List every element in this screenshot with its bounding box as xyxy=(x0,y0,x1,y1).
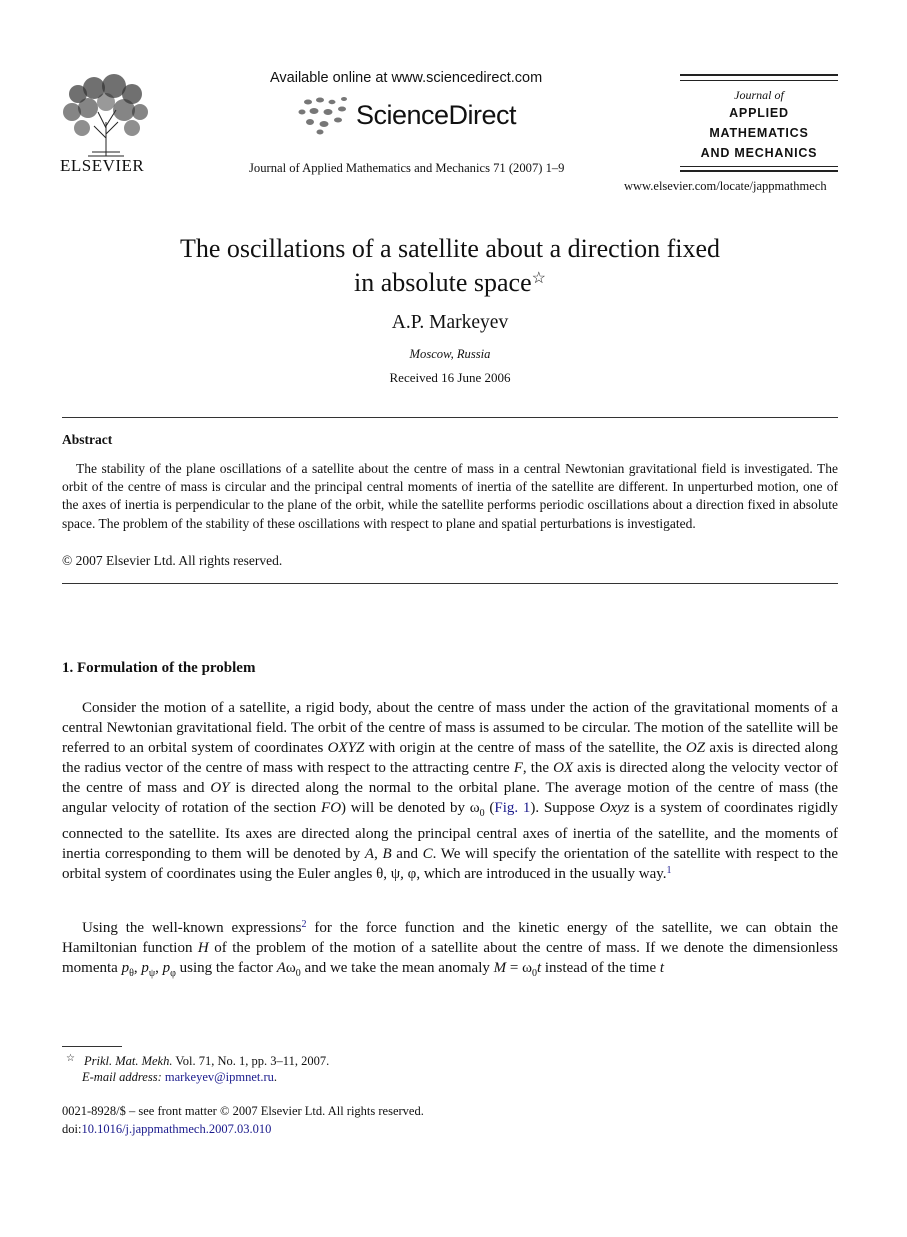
journal-box-rule xyxy=(680,166,838,167)
abstract-copyright: © 2007 Elsevier Ltd. All rights reserved. xyxy=(62,553,283,568)
footnote-rule xyxy=(62,1046,122,1047)
title-line-2: in absolute space xyxy=(354,268,532,297)
journal-box-of: Journal of xyxy=(734,88,784,102)
issn-line: 0021-8928/$ – see front matter © 2007 Elsevier Ltd. All rights reserved. xyxy=(62,1104,424,1118)
abstract-heading: Abstract xyxy=(62,432,113,447)
journal-citation: Journal of Applied Mathematics and Mechanics 71 (2007) 1–9 xyxy=(249,161,565,175)
email-link[interactable]: markeyev@ipmnet.ru xyxy=(164,1070,274,1084)
figure-1-link[interactable]: Fig. 1 xyxy=(494,800,531,816)
publisher-name: ELSEVIER xyxy=(60,156,145,175)
doi-link[interactable]: 10.1016/j.jappmathmech.2007.03.010 xyxy=(81,1122,272,1136)
journal-box-rule xyxy=(680,170,838,172)
journal-box-line-mechanics: AND MECHANICS xyxy=(700,146,818,160)
title-line-1: The oscillations of a satellite about a direction fixed xyxy=(179,234,721,263)
article-title xyxy=(100,232,800,300)
reference-1-link[interactable]: 1 xyxy=(666,865,672,876)
author-affiliation: Moscow, Russia xyxy=(409,347,491,361)
abstract-top-rule xyxy=(62,417,838,418)
received-date: Received 16 June 2006 xyxy=(389,370,511,385)
journal-url-link[interactable]: www.elsevier.com/locate/jappmathmech xyxy=(624,179,827,193)
paragraph-1: Consider the motion of a satellite, a rigid body, about the centre of mass under the action of the gravitational moments of a central Newtonian gravitational field. The orbit of the centre of mass is assumed to be circular. The motion of the satellite will be referred to an orbital system of coordinates OXYZ with origin at the centre of mass of the satellite, the OZ axis is directed along the radius vector of the centre of mass with respect to the attracting centre F, the OX axis is directed along the velocity vector of the centre of mass and OY is directed along the normal to the orbital plane. The average motion of the centre of mass (the angular velocity of rotation of the section FO) will be denoted by $\omega_0$ (Fig. 1). Suppose Oxyz is a system of coordinates rigidly connected to the satellite. Its axes are directed along the principal central axes of inertia of the satellite, and the moments of inertia corresponding to them will be denoted by A, B and C. We will specify the orientation of the satellite with respect to the orbital system of coordinates using the Euler angles θ, ψ, φ, which are introduced in the usually way.$^1$ xyxy=(62,700,838,882)
footnote-source: ☆ Prikl. Mat. Mekh. Vol. 71, No. 1, pp. 3–11, 2007. xyxy=(66,1053,330,1068)
doi-line: doi:10.1016/j.jappmathmech.2007.03.010 xyxy=(62,1122,272,1136)
journal-box-line-applied: APPLIED xyxy=(729,106,789,120)
title-footnote-star-icon[interactable]: ☆ xyxy=(531,270,546,287)
journal-box-line-mathematics: MATHEMATICS xyxy=(709,126,809,140)
available-online-text[interactable]: Available online at www.sciencedirect.com xyxy=(270,70,543,86)
footnote-star-icon: ☆ xyxy=(66,1053,75,1064)
journal-box-rule xyxy=(680,74,838,76)
abstract-bottom-rule xyxy=(62,583,838,584)
footnote-email: E-mail address: markeyev@ipmnet.ru. xyxy=(82,1070,278,1084)
author-name: A.P. Markeyev xyxy=(391,312,509,333)
abstract-text: The stability of the plane oscillations of a satellite about the centre of mass in a central Newtonian gravitational field is investigated. The orbit of the centre of mass is circular and the principal central moments of inertia of the satellite are different. In unperturbed motion, one of the axes of inertia is perpendicular to the plane of the orbit, while the satellite performs periodic oscillations about a direction fixed in absolute space. The problem of the stability of these oscillations with respect to plane and spatial perturbations is investigated. xyxy=(62,461,838,531)
paragraph-2: Using the well-known expressions$^2$ for the force function and the kinetic energy of the satellite, we can obtain the Hamiltonian function H of the problem of the motion of a satellite about the centre of mass. If we denote the dimensionless momenta $p_\theta$, $p_\psi$, $p_\varphi$ using the factor $A\omega_0$ and we take the mean anomaly $M = \omega_0t$ instead of the time t xyxy=(62,919,839,979)
section-heading: 1. Formulation of the problem xyxy=(62,660,256,676)
sciencedirect-wordmark[interactable]: ScienceDirect xyxy=(356,100,517,130)
reference-2-link[interactable]: 2 xyxy=(301,919,307,930)
journal-box-rule xyxy=(680,80,838,81)
